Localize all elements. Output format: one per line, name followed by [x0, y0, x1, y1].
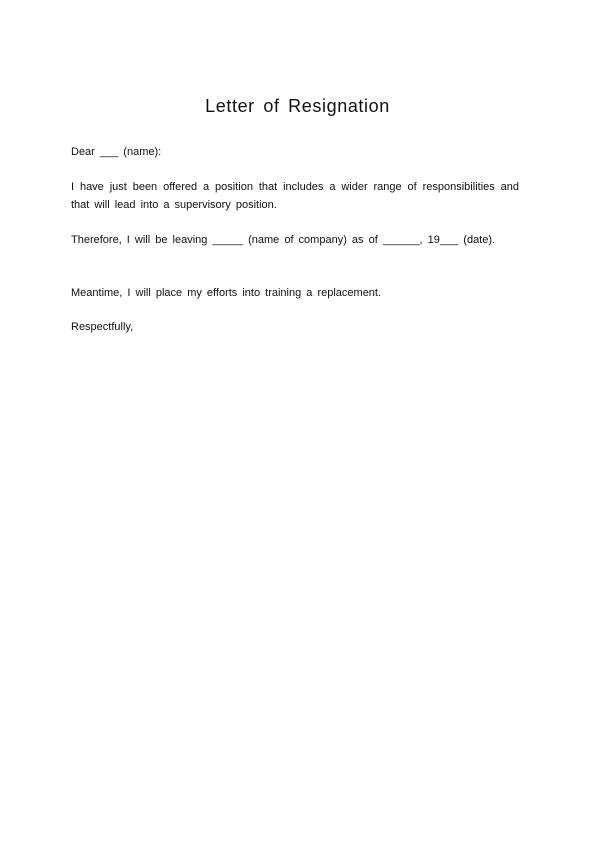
- document-title: Letter of Resignation: [205, 96, 390, 116]
- salutation: [71, 143, 519, 161]
- paragraph-text: Meantime, I will place my efforts into training a replacement.: [71, 287, 382, 299]
- paragraph-text: Therefore, I will be leaving _____ (name of company) as of ______, 19___ (date).: [71, 234, 496, 246]
- salutation-text: Dear ___ (name):: [71, 146, 162, 158]
- paragraph-training: [71, 284, 519, 302]
- paragraph-offer: [71, 178, 519, 214]
- closing: [71, 318, 519, 336]
- paragraph-text: I have just been offered a position that includes a wider range of responsibilities and that will lead into a supervisory position.: [71, 181, 519, 211]
- paragraph-leaving: [71, 231, 519, 249]
- closing-text: Respectfully,: [71, 321, 134, 333]
